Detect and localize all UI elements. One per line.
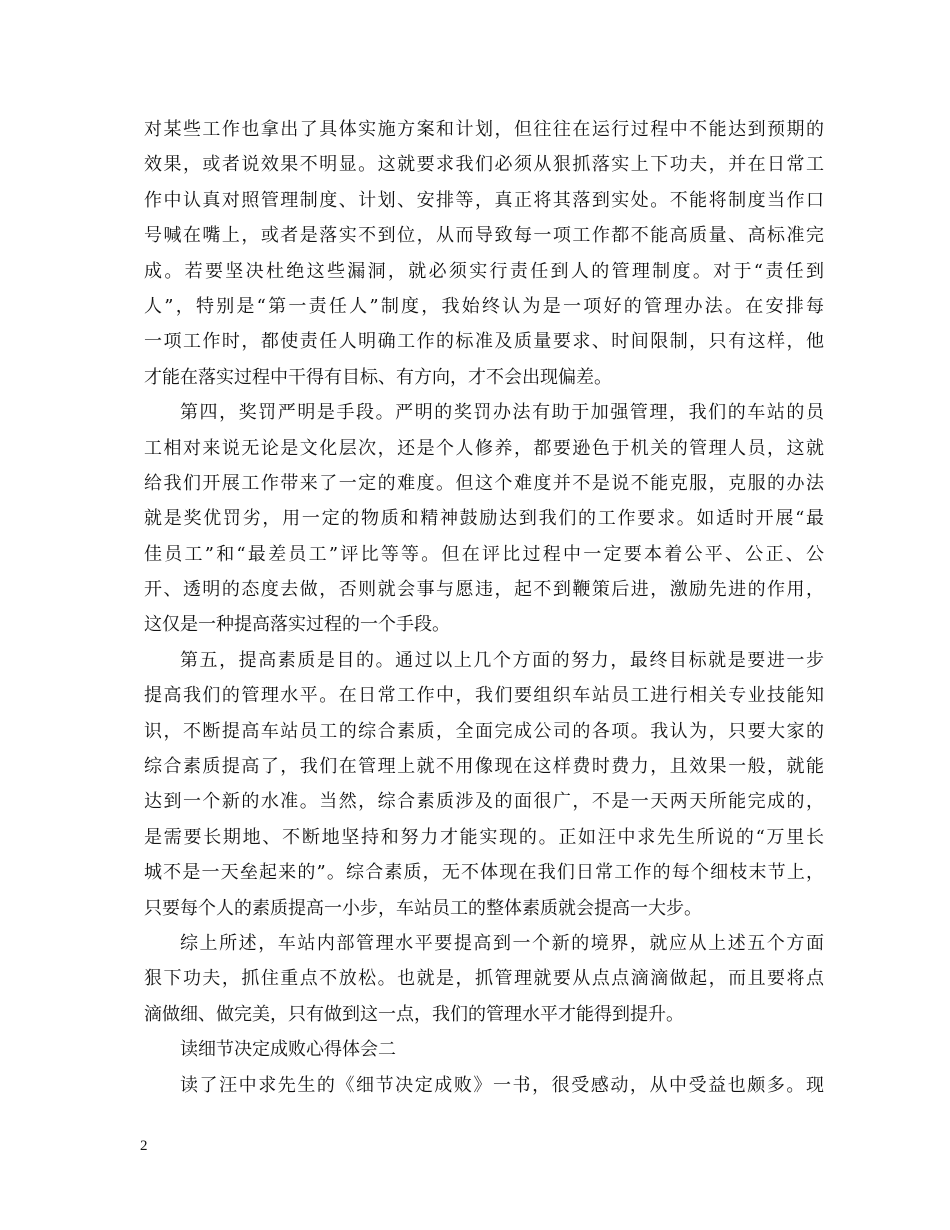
text-line: 佳员工”和“最差员工”评比等等。但在评比过程中一定要本着公平、公正、公 bbox=[144, 543, 824, 565]
text-line: 才能在落实过程中干得有目标、有方向，才不会出现偏差。 bbox=[144, 366, 612, 388]
text-line: 读了汪中求先生的《细节决定成败》一书，很受感动，从中受益也颇多。现 bbox=[180, 1074, 824, 1096]
text-line: 读细节决定成败心得体会二 bbox=[180, 1039, 396, 1061]
text-line: 第四，奖罚严明是手段。严明的奖罚办法有助于加强管理，我们的车站的员 bbox=[180, 402, 824, 424]
text-line: 达到一个新的水准。当然，综合素质涉及的面很广，不是一天两天所能完成的， bbox=[144, 791, 824, 813]
text-line: 只要每个人的素质提高一小步，车站员工的整体素质就会提高一大步。 bbox=[144, 897, 702, 919]
text-line: 给我们开展工作带来了一定的难度。但这个难度并不是说不能克服，克服的办法 bbox=[144, 472, 824, 494]
text-line: 滴做细、做完美，只有做到这一点，我们的管理水平才能得到提升。 bbox=[144, 1003, 684, 1025]
text-line: 开、透明的态度去做，否则就会事与愿违，起不到鞭策后进，激励先进的作用， bbox=[144, 579, 824, 601]
text-line: 提高我们的管理水平。在日常工作中，我们要组织车站员工进行相关专业技能知 bbox=[144, 685, 824, 707]
text-line: 人”，特别是“第一责任人”制度，我始终认为是一项好的管理办法。在安排每 bbox=[144, 295, 824, 317]
text-line: 号喊在嘴上，或者是落实不到位，从而导致每一项工作都不能高质量、高标准完 bbox=[144, 225, 824, 247]
text-line: 作中认真对照管理制度、计划、安排等，真正将其落到实处。不能将制度当作口 bbox=[144, 189, 824, 211]
page-number: 2 bbox=[140, 1138, 148, 1154]
text-line: 综上所述，车站内部管理水平要提高到一个新的境界，就应从上述五个方面 bbox=[180, 932, 824, 954]
text-line: 这仅是一种提高落实过程的一个手段。 bbox=[144, 614, 450, 636]
text-line: 成。若要坚决杜绝这些漏洞，就必须实行责任到人的管理制度。对于“责任到 bbox=[144, 260, 824, 282]
text-line: 是需要长期地、不断地坚持和努力才能实现的。正如汪中求先生所说的“万里长 bbox=[144, 826, 824, 848]
text-line: 识，不断提高车站员工的综合素质，全面完成公司的各项。我认为，只要大家的 bbox=[144, 720, 824, 742]
text-line: 城不是一天垒起来的”。综合素质，无不体现在我们日常工作的每个细枝末节上， bbox=[144, 862, 824, 884]
text-line: 综合素质提高了，我们在管理上就不用像现在这样费时费力，且效果一般，就能 bbox=[144, 756, 824, 778]
text-line: 效果，或者说效果不明显。这就要求我们必须从狠抓落实上下功夫，并在日常工 bbox=[144, 154, 824, 176]
text-line: 狠下功夫，抓住重点不放松。也就是，抓管理就要从点点滴滴做起，而且要将点 bbox=[144, 968, 824, 990]
text-line: 一项工作时，都使责任人明确工作的标准及质量要求、时间限制，只有这样，他 bbox=[144, 331, 824, 353]
text-line: 就是奖优罚劣，用一定的物质和精神鼓励达到我们的工作要求。如适时开展“最 bbox=[144, 508, 824, 530]
text-line: 第五，提高素质是目的。通过以上几个方面的努力，最终目标就是要进一步 bbox=[180, 649, 824, 671]
text-line: 工相对来说无论是文化层次，还是个人修养，都要逊色于机关的管理人员，这就 bbox=[144, 437, 824, 459]
text-line: 对某些工作也拿出了具体实施方案和计划，但往往在运行过程中不能达到预期的 bbox=[144, 119, 824, 140]
body-text bbox=[144, 112, 824, 1103]
